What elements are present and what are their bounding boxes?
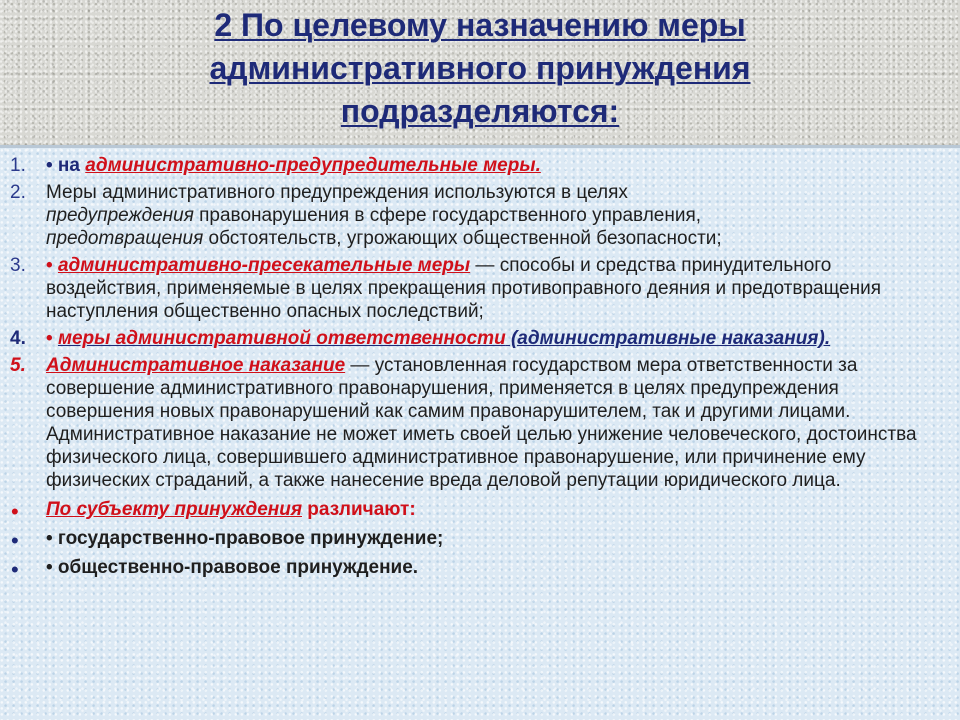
title-line-3: подразделяются:	[340, 93, 620, 129]
item-term: административно-предупредительные меры.	[85, 155, 541, 176]
item-bullet: •	[46, 328, 53, 349]
list-item-2	[0, 181, 960, 250]
bullet-marker: •	[11, 528, 19, 553]
item-number: 4.	[10, 328, 26, 349]
bullet-text: • государственно-правовое принуждение;	[46, 528, 444, 549]
item-term: меры административной ответственности	[57, 328, 506, 349]
bullet-item-2	[0, 527, 960, 553]
bullet-text: различают:	[302, 499, 416, 520]
list-item-5	[0, 354, 960, 492]
bullet-marker: •	[11, 557, 19, 582]
bullet-item-1	[0, 498, 960, 524]
list-item-4	[0, 327, 960, 350]
item-bullet: •	[46, 155, 53, 176]
item-term: Административное наказание	[46, 355, 346, 376]
item-number: 2.	[10, 182, 26, 203]
item-prefix: на	[52, 155, 86, 176]
list-item-3	[0, 254, 960, 323]
item-text: — установленная государством мера ответственности за совершение административного правонарушения, применяется в целях предупреждения совершения новых правонарушений как самим правонарушителем, так и другими лицами. Административное наказание не может иметь своей целью унижение человеческого, достоинства физического лица, совершившего административное правонарушение, или причинение ему физических страданий, а также нанесение вреда деловой репутации юридического лица.	[46, 355, 917, 491]
slide-title	[60, 4, 900, 133]
item-emphasis-1: предупреждения	[46, 205, 194, 226]
item-text-line-1: Меры административного предупреждения используются в целях	[46, 182, 628, 203]
item-text-line-3: обстоятельств, угрожающих общественной безопасности;	[203, 228, 722, 249]
bullet-term: По субъекту принуждения	[46, 499, 303, 520]
bullet-marker: •	[11, 499, 19, 524]
item-number: 3.	[10, 255, 26, 276]
title-line-1: 2 По целевому назначению меры	[214, 7, 746, 43]
list-item-1	[0, 154, 960, 177]
bullet-text: • общественно-правовое принуждение.	[46, 557, 419, 578]
bullet-item-3	[0, 556, 960, 582]
item-text: (административные наказания).	[505, 328, 831, 349]
item-text: — способы и средства принудительного воздействия, применяемые в целях прекращения противоправного деяния и предотвращения наступления общественно опасных последствий;	[46, 255, 881, 322]
item-number: 1.	[10, 155, 26, 176]
item-number: 5.	[10, 355, 26, 376]
title-line-2: административного принуждения	[209, 50, 751, 86]
item-text-line-2: правонарушения в сфере государственного управления,	[193, 205, 702, 226]
item-term: административно-пресекательные меры	[57, 255, 471, 276]
item-bullet: •	[46, 255, 53, 276]
content-list	[0, 154, 960, 582]
item-emphasis-2: предотвращения	[46, 228, 204, 249]
